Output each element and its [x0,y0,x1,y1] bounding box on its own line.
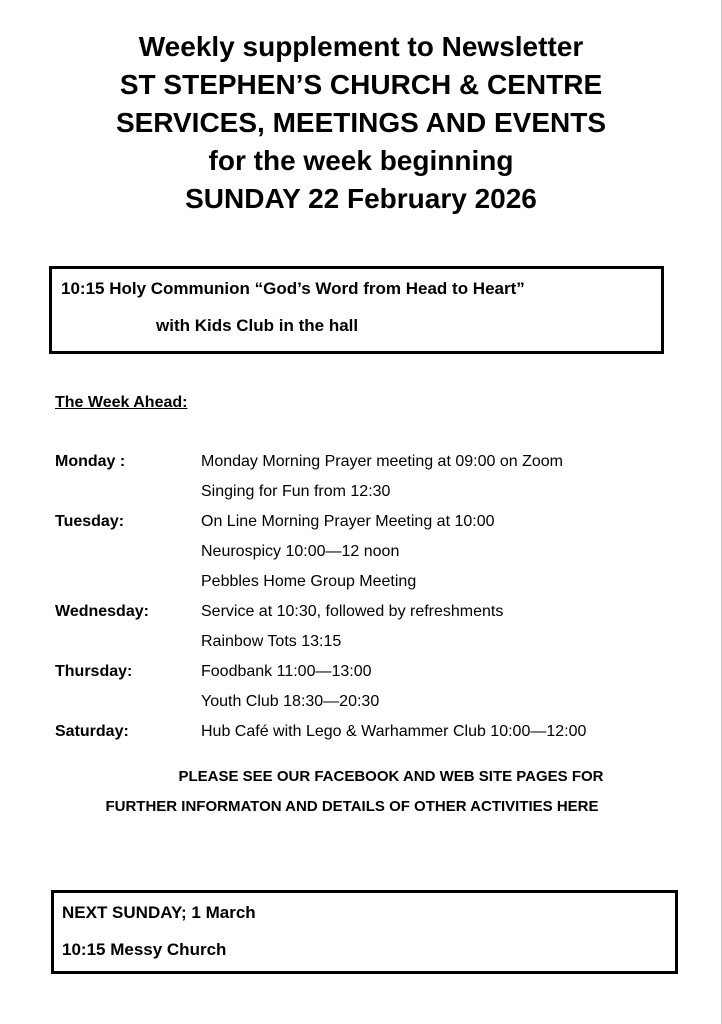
schedule-event: Pebbles Home Group Meeting [201,573,417,590]
next-sunday-service: 10:15 Messy Church [62,940,227,959]
schedule-day: Tuesday: [55,513,125,530]
further-info-notice [0,762,722,822]
schedule-event: Youth Club 18:30—20:30 [201,693,380,710]
schedule-row [0,453,722,483]
schedule-row [0,513,722,543]
service-title: 10:15 Holy Communion “God’s Word from Head to Heart” [61,279,525,298]
schedule-event: Foodbank 11:00—13:00 [201,663,372,680]
title-line-newsletter: Weekly supplement to Newsletter [138,31,584,62]
week-ahead-heading: The Week Ahead: [55,394,188,411]
document-title [0,28,722,218]
schedule-row [0,603,722,633]
notice-line-2: FURTHER INFORMATON AND DETAILS OF OTHER ACTIVITIES HERE [105,798,599,815]
schedule-event: Neurospicy 10:00—12 noon [201,543,400,560]
schedule-event: Service at 10:30, followed by refreshments [201,603,504,620]
service-subtitle: with Kids Club in the hall [156,316,359,335]
schedule-row [0,723,722,753]
schedule-row [0,543,722,573]
schedule-event: Rainbow Tots 13:15 [201,633,342,650]
notice-line-1: PLEASE SEE OUR FACEBOOK AND WEB SITE PAGES FOR [178,768,604,785]
schedule-day: Thursday: [55,663,133,680]
schedule-row [0,483,722,513]
schedule-day: Wednesday: [55,603,149,620]
next-sunday-box [51,890,678,974]
next-sunday-date: NEXT SUNDAY; 1 March [62,903,256,922]
schedule-row [0,693,722,723]
schedule-day: Saturday: [55,723,129,740]
schedule-event: Monday Morning Prayer meeting at 09:00 on Zoom [201,453,563,470]
schedule-event: Singing for Fun from 12:30 [201,483,391,500]
schedule-event: On Line Morning Prayer Meeting at 10:00 [201,513,495,530]
sunday-service-box [49,266,664,354]
title-line-week-beginning: for the week beginning [208,145,514,176]
schedule-event: Hub Café with Lego & Warhammer Club 10:00—12:00 [201,723,587,740]
schedule-day: Monday : [55,453,126,470]
title-line-church: ST STEPHEN’S CHURCH & CENTRE [119,69,603,100]
schedule-row [0,663,722,693]
title-line-services: SERVICES, MEETINGS AND EVENTS [115,107,607,138]
title-line-date: SUNDAY 22 February 2026 [185,183,537,214]
schedule-row [0,573,722,603]
schedule-row [0,633,722,663]
